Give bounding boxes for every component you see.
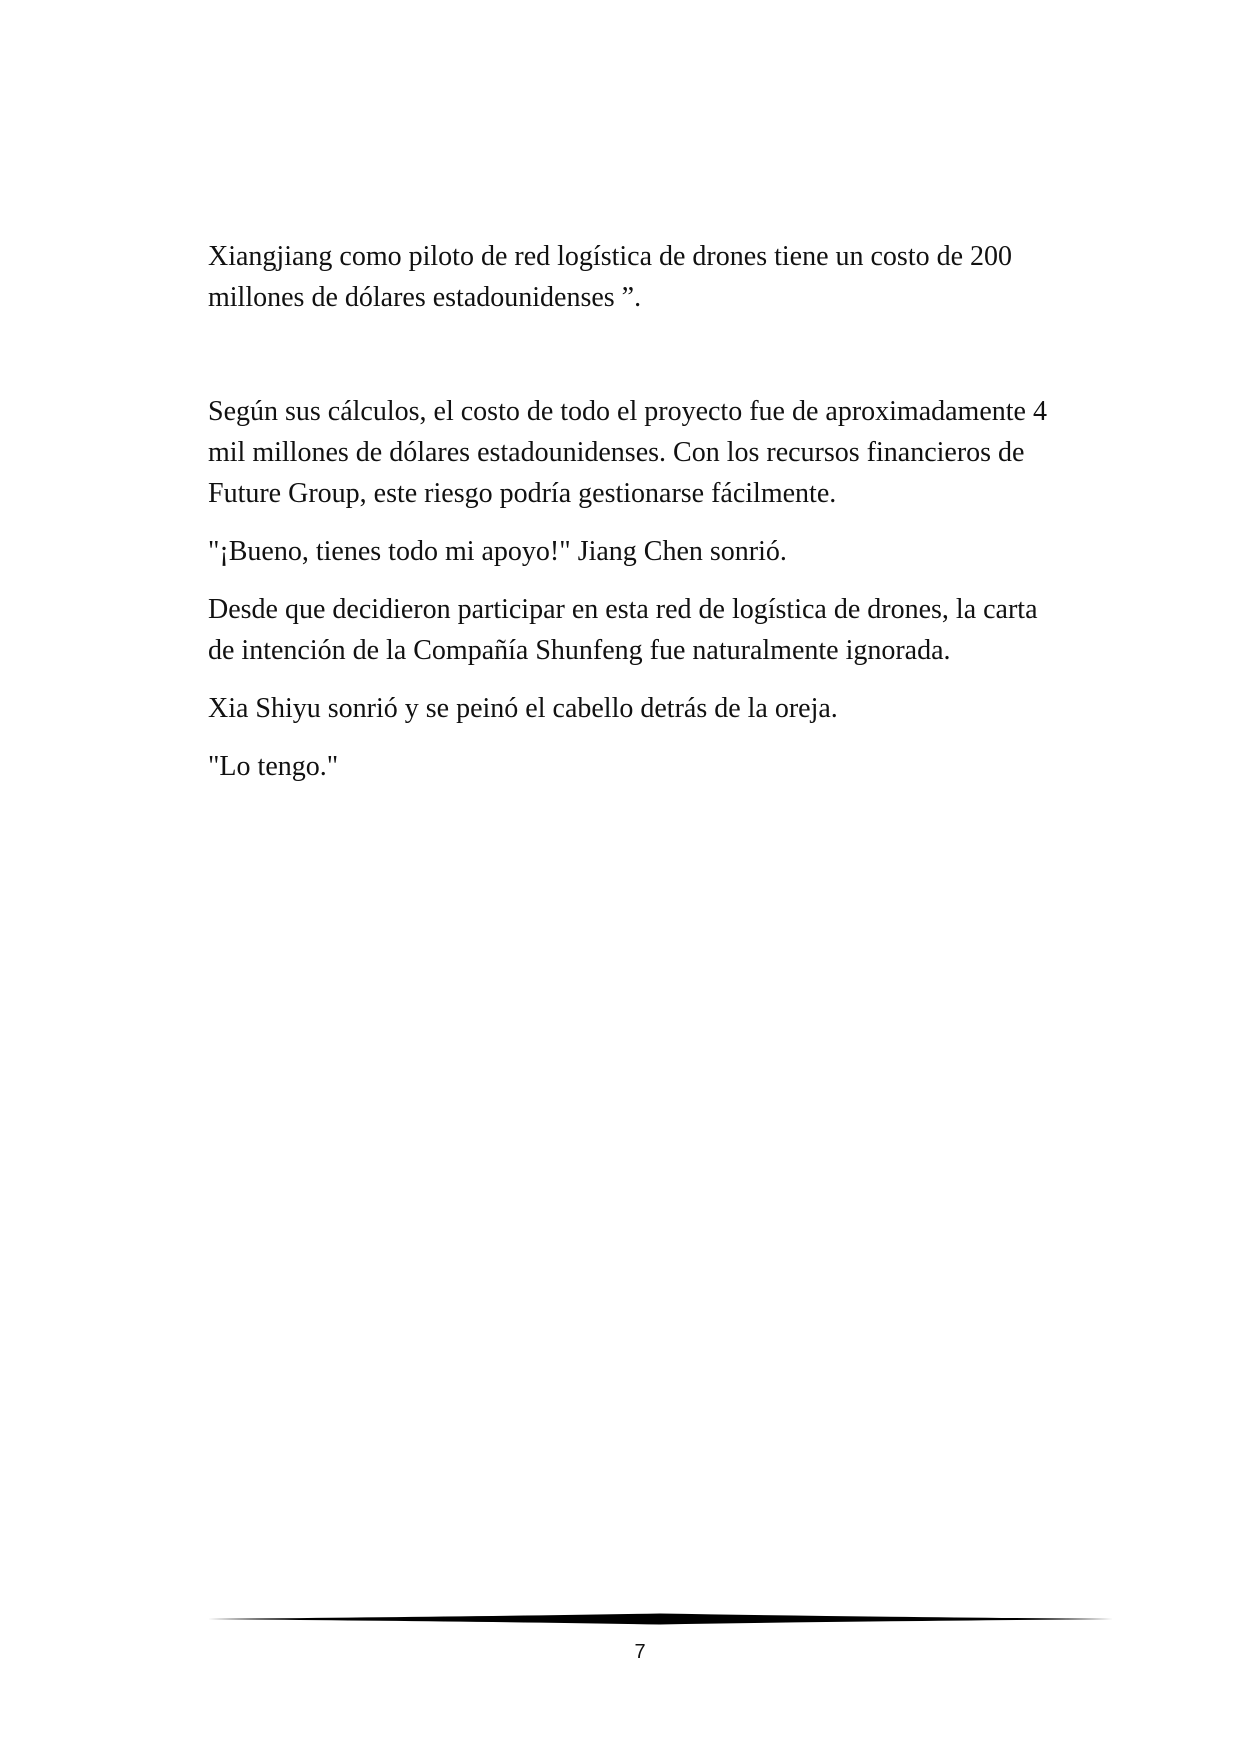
body-text [208,236,1068,787]
paragraph: Según sus cálculos, el costo de todo el proyecto fue de aproximadamente 4 mil millones de dólares estadounidenses. Con los recursos financieros de Future Group, este riesgo podría gestionarse fácilmente. [208,396,1047,509]
paragraph: Xiangjiang como piloto de red logística de drones tiene un costo de 200 millones de dólares estadounidenses ”. [208,241,1013,313]
footer-divider [208,1612,1113,1626]
paragraph: Desde que decidieron participar en esta red de logística de drones, la carta de intención de la Compañía Shunfeng fue naturalmente ignorada. [208,594,1038,666]
paragraph: Xia Shiyu sonrió y se peinó el cabello detrás de la oreja. [208,693,838,724]
paragraph: "¡Bueno, tienes todo mi apoyo!" Jiang Chen sonrió. [208,536,787,567]
page-number: 7 [634,1641,646,1663]
paragraph: "Lo tengo." [208,751,339,782]
